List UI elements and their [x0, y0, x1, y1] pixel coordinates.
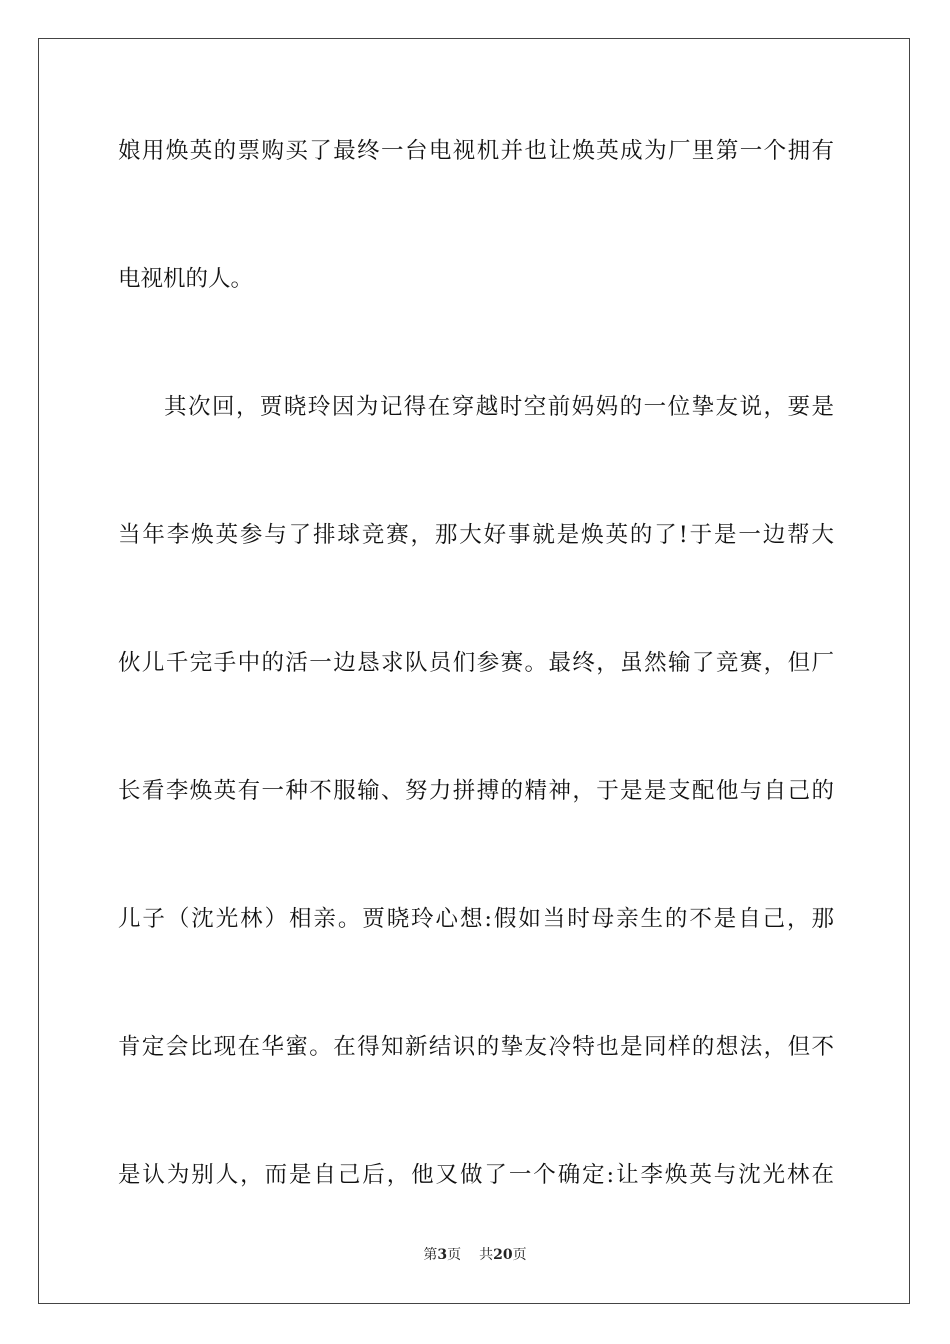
page-footer	[0, 1246, 950, 1264]
text-line-6: 长看李焕英有一种不服输、努力拼搏的精神，于是是支配他与自己的	[118, 778, 834, 804]
page-number: 3	[437, 1247, 448, 1263]
text-line-4: 当年李焕英参与了排球竞赛，那大好事就是焕英的了!于是一边帮大	[118, 522, 834, 548]
page-unit: 页	[447, 1247, 462, 1263]
total-unit: 页	[512, 1247, 527, 1263]
text-line-2: 电视机的人。	[118, 266, 254, 292]
page-prefix: 第	[423, 1247, 438, 1263]
text-line-7: 儿子（沈光林）相亲。贾晓玲心想:假如当时母亲生的不是自己，那	[118, 906, 834, 932]
text-line-9: 是认为别人，而是自己后，他又做了一个确定:让李焕英与沈光林在	[118, 1162, 834, 1188]
total-pages: 20	[493, 1247, 513, 1263]
total-prefix: 共	[479, 1247, 494, 1263]
text-line-5: 伙儿千完手中的活一边恳求队员们参赛。最终，虽然输了竞赛，但厂	[118, 650, 834, 676]
text-line-8: 肯定会比现在华蜜。在得知新结识的挚友冷特也是同样的想法，但不	[118, 1034, 834, 1060]
text-line-3: 其次回，贾晓玲因为记得在穿越时空前妈妈的一位挚友说，要是	[164, 394, 834, 420]
text-line-1: 娘用焕英的票购买了最终一台电视机并也让焕英成为厂里第一个拥有	[118, 138, 834, 164]
